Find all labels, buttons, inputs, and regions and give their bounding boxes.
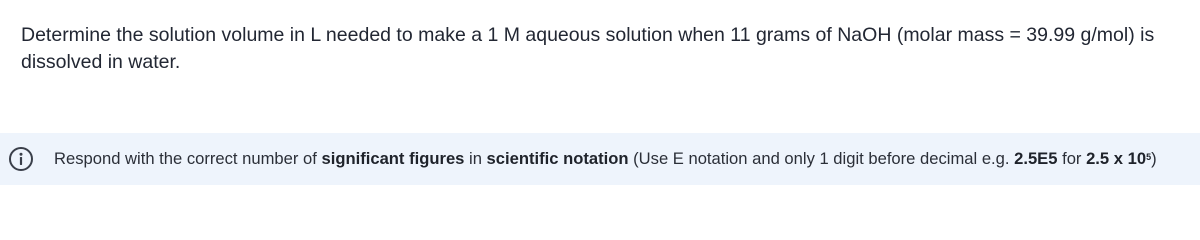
hint-mid-3: for <box>1057 149 1087 168</box>
hint-text <box>54 148 1157 170</box>
hint-box <box>0 133 1200 185</box>
hint-bold-example-power <box>1086 149 1151 168</box>
hint-bold-significant-figures: significant figures <box>321 149 465 168</box>
hint-bold-example-e-notation: 2.5E5 <box>1014 149 1058 168</box>
hint-power-base: 2.5 x 10 <box>1086 149 1147 168</box>
hint-power-exponent: 5 <box>1146 152 1152 162</box>
info-icon <box>8 146 34 172</box>
hint-mid-2: (Use E notation and only 1 digit before decimal e.g. <box>628 149 1015 168</box>
hint-intro: Respond with the correct number of <box>54 149 322 168</box>
hint-mid-1: in <box>464 149 487 168</box>
question-text: Determine the solution volume in L needed to make a 1 M aqueous solution when 11 grams of NaOH (molar mass = 39.99 g/mol) is dissolved in water. <box>21 24 1155 73</box>
hint-end: ) <box>1151 149 1157 168</box>
hint-bold-scientific-notation: scientific notation <box>486 149 629 168</box>
